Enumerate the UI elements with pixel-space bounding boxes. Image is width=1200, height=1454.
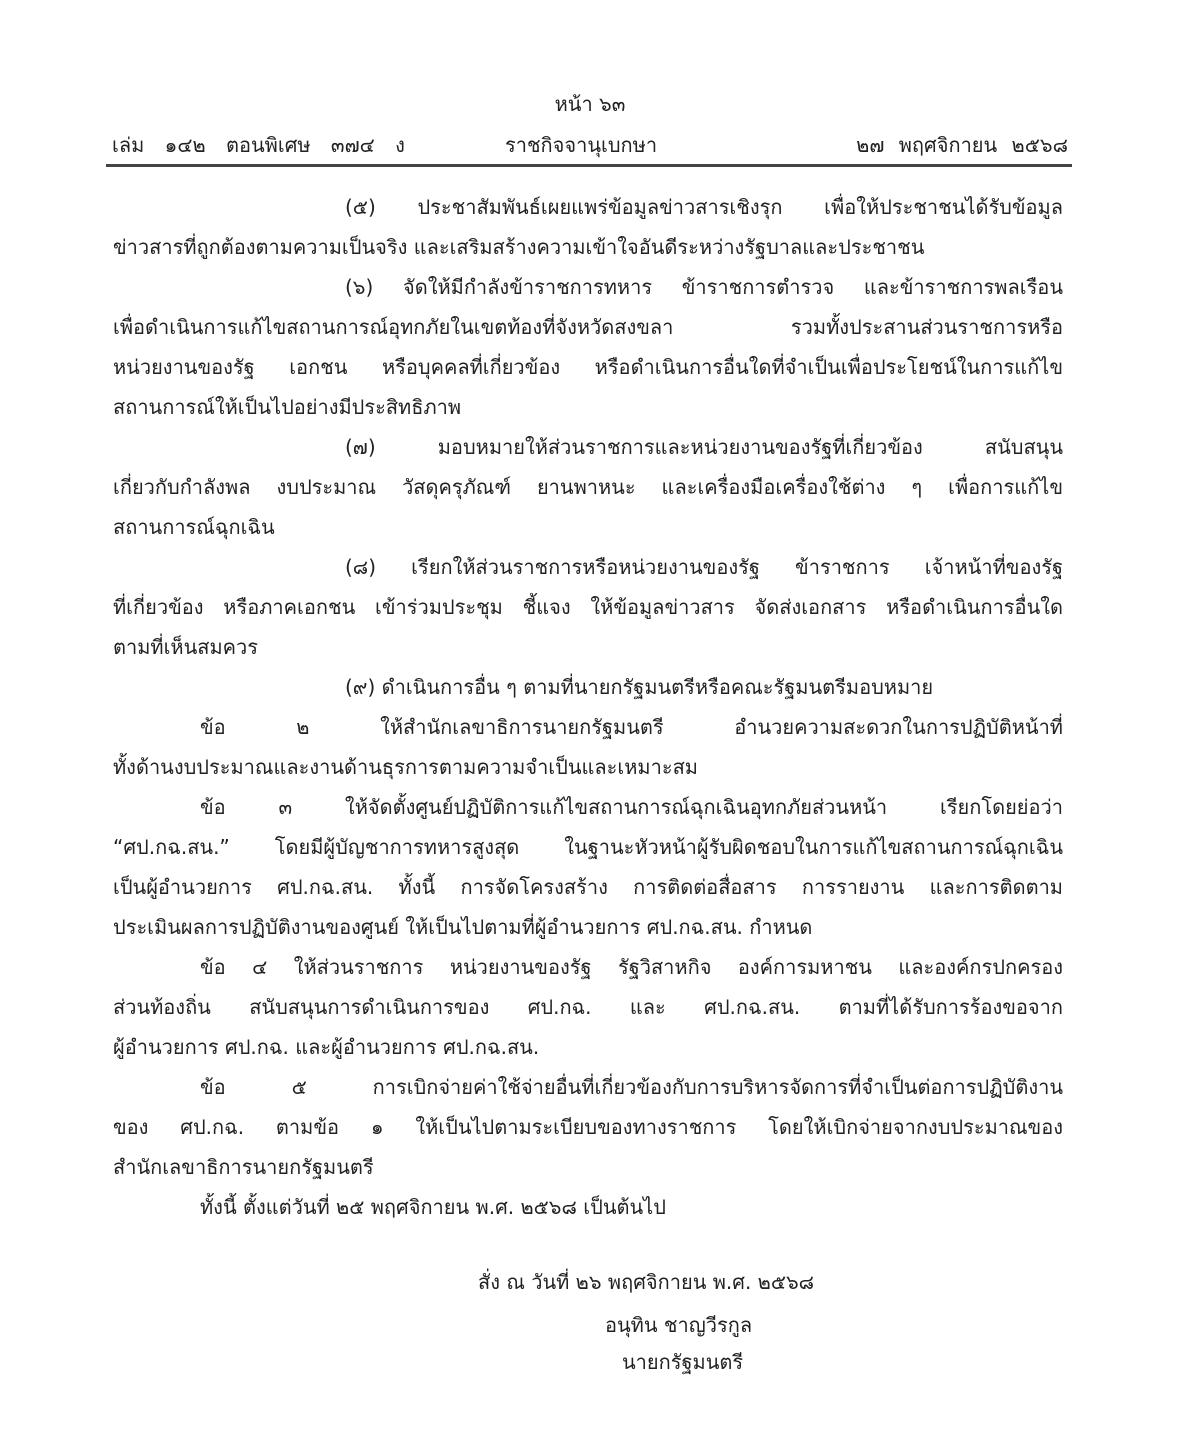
volume-issue: เล่ม ๑๔๒ ตอนพิเศษ ๓๗๔ ง	[112, 133, 405, 157]
text-line: ตามที่เห็นสมควร	[113, 635, 259, 659]
text-line: ที่เกี่ยวข้อง หรือภาคเอกชน เข้าร่วมประชุม ชี้แจง ให้ข้อมูลข่าวสาร จัดส่งเอกสาร หรือดำเนินการอื่นใด	[113, 595, 1063, 619]
text-line: ข้อ ๓ ให้จัดตั้งศูนย์ปฏิบัติการแก้ไขสถานการณ์ฉุกเฉินอุทกภัยส่วนหน้า เรียกโดยย่อว่า	[200, 795, 1063, 819]
text-line: “ศป.กฉ.สน.” โดยมีผู้บัญชาการทหารสูงสุด ในฐานะหัวหน้าผู้รับผิดชอบในการแก้ไขสถานการณ์ฉุกเฉิน	[113, 835, 1063, 859]
text-line: เป็นผู้อำนวยการ ศป.กฉ.สน. ทั้งนี้ การจัดโครงสร้าง การติดต่อสื่อสาร การรายงาน และการติดตาม	[113, 875, 1063, 899]
text-line: สถานการณ์ให้เป็นไปอย่างมีประสิทธิภาพ	[113, 395, 462, 419]
text-line: ประเมินผลการปฏิบัติงานของศูนย์ ให้เป็นไปตามที่ผู้อำนวยการ ศป.กฉ.สน. กำหนด	[113, 915, 813, 939]
text-line: เกี่ยวกับกำลังพล งบประมาณ วัสดุครุภัณฑ์ ยานพาหนะ และเครื่องมือเครื่องใช้ต่าง ๆ เพื่อการแก้ไข	[113, 475, 1063, 499]
text-line: ทั้งนี้ ตั้งแต่วันที่ ๒๕ พฤศจิกายน พ.ศ. ๒๕๖๘ เป็นต้นไป	[200, 1195, 666, 1219]
text-line: (๘) เรียกให้ส่วนราชการหรือหน่วยงานของรัฐ ข้าราชการ เจ้าหน้าที่ของรัฐ	[345, 555, 1063, 579]
text-line: สำนักเลขาธิการนายกรัฐมนตรี	[113, 1155, 374, 1179]
text-line: สถานการณ์ฉุกเฉิน	[113, 515, 275, 539]
text-line: (๗) มอบหมายให้ส่วนราชการและหน่วยงานของรัฐที่เกี่ยวข้อง สนับสนุน	[345, 435, 1063, 459]
publication-date: ๒๗ พฤศจิกายน ๒๕๖๘	[856, 133, 1068, 157]
signature-date: สั่ง ณ วันที่ ๒๖ พฤศจิกายน พ.ศ. ๒๕๖๘	[478, 1270, 815, 1294]
text-line: ข่าวสารที่ถูกต้องตามความเป็นจริง และเสริมสร้างความเข้าใจอันดีระหว่างรัฐบาลและประชาชน	[113, 235, 925, 259]
header-divider	[106, 164, 1072, 167]
text-line: ทั้งด้านงบประมาณและงานด้านธุรการตามความจำเป็นและเหมาะสม	[113, 755, 698, 779]
text-line: ข้อ ๔ ให้ส่วนราชการ หน่วยงานของรัฐ รัฐวิสาหกิจ องค์การมหาชน และองค์กรปกครอง	[200, 955, 1063, 979]
text-line: ผู้อำนวยการ ศป.กฉ. และผู้อำนวยการ ศป.กฉ.สน.	[113, 1035, 540, 1059]
text-line: ของ ศป.กฉ. ตามข้อ ๑ ให้เป็นไปตามระเบียบของทางราชการ โดยให้เบิกจ่ายจากงบประมาณของ	[113, 1115, 1063, 1139]
text-line: (๖) จัดให้มีกำลังข้าราชการทหาร ข้าราชการตำรวจ และข้าราชการพลเรือน	[345, 275, 1063, 299]
text-line: ส่วนท้องถิ่น สนับสนุนการดำเนินการของ ศป.กฉ. และ ศป.กฉ.สน. ตามที่ได้รับการร้องขอจาก	[113, 995, 1063, 1019]
text-line: (๙) ดำเนินการอื่น ๆ ตามที่นายกรัฐมนตรีหรือคณะรัฐมนตรีมอบหมาย	[345, 675, 934, 699]
text-line: หน่วยงานของรัฐ เอกชน หรือบุคคลที่เกี่ยวข้อง หรือดำเนินการอื่นใดที่จำเป็นเพื่อประโยชน์ในการแก้ไข	[113, 355, 1063, 379]
document-body	[113, 187, 1063, 1227]
text-line: เพื่อดำเนินการแก้ไขสถานการณ์อุทกภัยในเขตท้องที่จังหวัดสงขลา รวมทั้งประสานส่วนราชการหรือ	[113, 315, 1063, 339]
signatory-title: นายกรัฐมนตรี	[622, 1350, 744, 1374]
text-line: ข้อ ๕ การเบิกจ่ายค่าใช้จ่ายอื่นที่เกี่ยวข้องกับการบริหารจัดการที่จำเป็นต่อการปฏิบัติงาน	[200, 1075, 1063, 1099]
text-line: ข้อ ๒ ให้สำนักเลขาธิการนายกรัฐมนตรี อำนวยความสะดวกในการปฏิบัติหน้าที่	[200, 715, 1063, 739]
publication-title: ราชกิจจานุเบกษา	[505, 133, 658, 157]
signatory-name: อนุทิน ชาญวีรกูล	[605, 1313, 753, 1337]
page-number: หน้า ๖๓	[554, 92, 626, 116]
text-line: (๕) ประชาสัมพันธ์เผยแพร่ข้อมูลข่าวสารเชิงรุก เพื่อให้ประชาชนได้รับข้อมูล	[345, 195, 1063, 219]
